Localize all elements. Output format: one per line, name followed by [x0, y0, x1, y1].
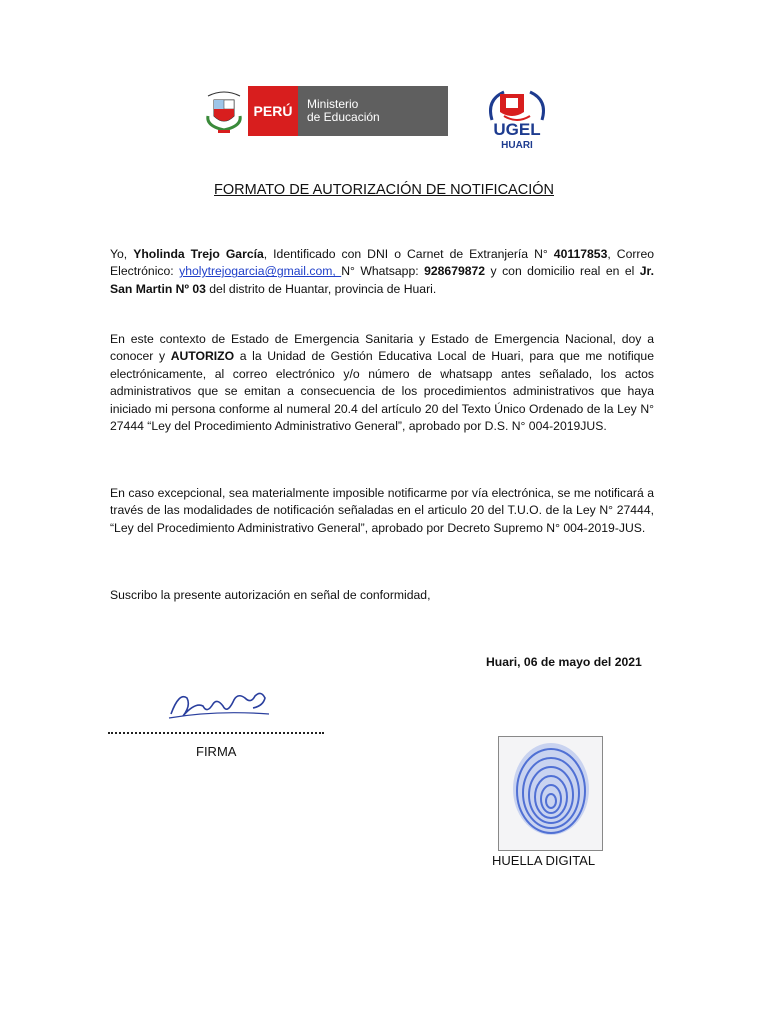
fingerprint-box — [498, 736, 603, 851]
applicant-name: Yholinda Trejo García — [133, 247, 264, 261]
address: Jr. San Martin Nº 03 — [110, 264, 654, 296]
p1-text-6: del distrito de Huantar, provincia de Huari. — [205, 281, 437, 296]
paragraph-exception: En caso excepcional, sea materialmente imposible notificarme por vía electrónica, se me notificará a través de las modalidades de notificación señaladas en el articulo 20 del T.U.O. de la Ley N° 27444, “Ley del Procedimiento Administrativo General”, aprobado por Decreto Supremo N° 004-2019-JUS. — [110, 486, 654, 535]
signature-line — [108, 732, 324, 734]
autorizo-word: AUTORIZO — [170, 349, 235, 364]
ministry-line-2: de Educación — [307, 110, 380, 124]
p2-text-1: En este contexto de Estado de Emergencia Sanitaria y Estado de Emergencia Nacional, doy a conocer y — [110, 332, 654, 364]
paragraph-authorization — [110, 331, 654, 435]
handwritten-signature — [165, 684, 275, 724]
paragraph-closing: Suscribo la presente autorización en señal de conformidad, — [110, 588, 431, 602]
peru-coat-of-arms-icon — [200, 86, 248, 136]
fingerprint-icon — [499, 737, 602, 850]
p1-text-4: N° Whatsapp: — [341, 264, 425, 279]
document-date: Huari, 06 de mayo del 2021 — [486, 655, 642, 669]
document-title: FORMATO DE AUTORIZACIÓN DE NOTIFICACIÓN — [214, 182, 554, 198]
firma-label: FIRMA — [196, 744, 237, 759]
ugel-logo — [478, 86, 556, 154]
peru-label: PERÚ — [248, 86, 298, 136]
ministry-line-1: Ministerio — [307, 97, 359, 111]
email-link[interactable]: yholytrejogarcia@gmail.com, — [179, 264, 342, 279]
p2-text-2: a la Unidad de Gestión Educativa Local de Huari, para que me notifique electrónicamente, al correo electrónico y/o número de whatsapp antes señalado, los actos administrativos que se emitan a consecuencia de los procedimientos administrativos que haya iniciado mi persona conforme al numeral 20.4 del artículo 20 del Texto Único Ordenado de la Ley N° 27444 “Ley del Procedimiento Administrativo General”, aprobado por D.S. N° 004-2019JUS. — [110, 349, 654, 434]
huella-digital-label: HUELLA DIGITAL — [492, 853, 596, 868]
paragraph-identification — [110, 246, 654, 298]
whatsapp-number: 928679872 — [424, 264, 486, 279]
ugel-sub: HUARI — [501, 140, 533, 151]
p1-text-1: Yo, — [110, 247, 134, 261]
minedu-logo — [200, 86, 448, 136]
ministry-name — [298, 86, 448, 136]
p1-text-3: , Correo Electrónico: — [110, 247, 655, 279]
p1-text-5: y con domicilio real en el — [485, 264, 640, 279]
dni-number: 40117853 — [553, 247, 608, 261]
ugel-name: UGEL — [493, 120, 541, 139]
p1-text-2: , Identificado con DNI o Carnet de Extranjería N° — [263, 247, 554, 261]
